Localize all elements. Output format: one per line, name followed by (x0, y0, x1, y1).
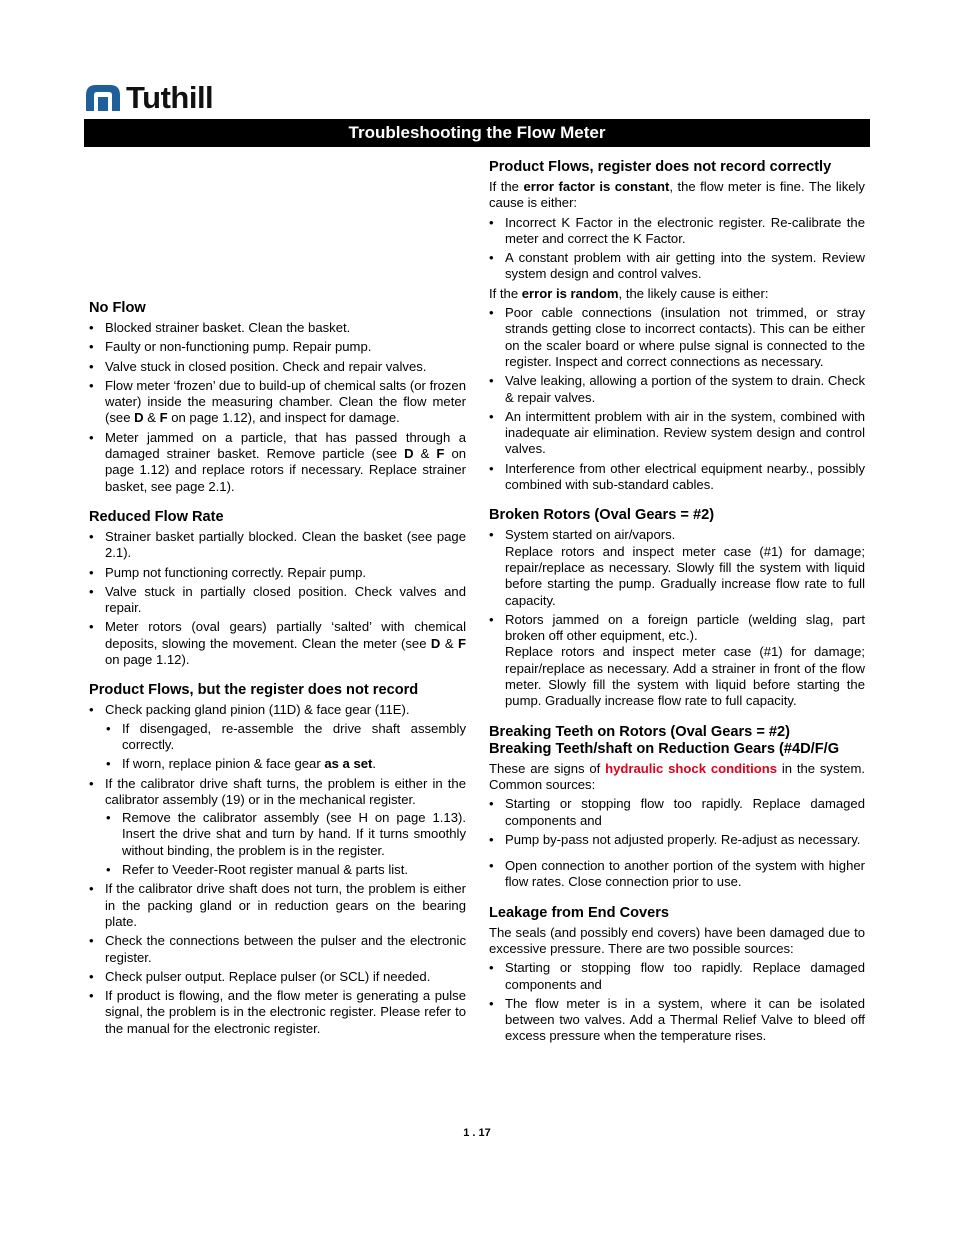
logo-text: Tuthill (126, 80, 214, 115)
right-column (489, 159, 865, 1059)
list-item: • Meter rotors (oval gears) partially ‘salted’ with chemical deposits, slowing the movement. Clean the meter (see D & F on page 1.12). (89, 619, 466, 668)
list-item: • Refer to Veeder-Root register manual & parts list. (106, 862, 466, 878)
bullet-list (489, 305, 865, 493)
list-item: • Meter jammed on a particle, that has passed through a damaged strainer basket. Remove particle (see D & F on page 1.12) and replace rotors if necessary. Replace strainer basket, see page 2.1). (89, 430, 466, 495)
bullet-list (489, 527, 865, 709)
section-heading: Broken Rotors (Oval Gears = #2) (489, 507, 715, 524)
section-reduced-flow (89, 509, 466, 668)
list-item: • Flow meter ‘frozen’ due to build-up of chemical salts (or frozen water) inside the measuring chamber. Clean the flow meter (see D & F on page 1.12), and inspect for damage. (89, 378, 466, 427)
section-register-incorrect (489, 159, 865, 493)
section-register-no-record (89, 682, 466, 1037)
list-item: • Pump by-pass not adjusted properly. Re-adjust as necessary. (489, 832, 865, 848)
section-leakage (489, 905, 865, 1045)
list-item: • If product is flowing, and the flow meter is generating a pulse signal, the problem is in the electronic register. Please refer to the manual for the electronic register. (89, 988, 466, 1037)
bullet-list (89, 702, 466, 1037)
tuthill-logo-icon (84, 81, 122, 115)
left-column (89, 300, 466, 1051)
section-heading: Breaking Teeth/shaft on Reduction Gears (#4D/F/G (489, 740, 840, 757)
list-item: • Check the connections between the pulser and the electronic register. (89, 933, 466, 966)
list-item: • Faulty or non-functioning pump. Repair pump. (89, 339, 466, 355)
section-heading: Product Flows, register does not record correctly (489, 159, 832, 175)
list-item: • Pump not functioning correctly. Repair pump. (89, 565, 466, 581)
bullet-list (489, 960, 865, 1044)
section-broken-rotors (489, 507, 865, 709)
list-item: • If disengaged, re-assemble the drive shaft assembly correctly. (106, 721, 466, 754)
list-item: • Rotors jammed on a foreign particle (welding slag, part broken off other equipment, etc.). Replace rotors and inspect meter case (#1) for damage; repair/replace as necessary. Add a strainer in front of the flow meter. Slowly fill the system with liquid before starting the pump. Gradually increase flow rate to full capacity. (489, 612, 865, 710)
section-no-flow (89, 300, 466, 495)
list-item: • A constant problem with air getting into the system. Review system design and control valves. (489, 250, 865, 283)
list-item: • An intermittent problem with air in the system, combined with inadequate air elimination. Review system design and control valves. (489, 409, 865, 458)
page-number: 1 . 17 (463, 1127, 491, 1139)
section-heading: Leakage from End Covers (489, 904, 670, 921)
list-item: • Starting or stopping flow too rapidly. Replace damaged components and (489, 960, 865, 993)
list-item: • System started on air/vapors. Replace rotors and inspect meter case (#1) for damage; repair/replace as necessary. Slowly fill the system with liquid before starting the pump. Gradually increase flow rate to full capacity. (489, 527, 865, 608)
section-heading: Product Flows, but the register does not record (89, 682, 419, 699)
list-item: • Check packing gland pinion (11D) & face gear (11E). • If disengaged, re-assemble the drive shaft assembly correctly. • If worn, replace pinion & face gear as a set. (89, 702, 466, 772)
section-breaking-teeth (489, 724, 865, 891)
list-item: • Open connection to another portion of the system with higher flow rates. Close connection prior to use. (489, 858, 865, 891)
tuthill-logo (84, 80, 213, 116)
list-item: • Valve stuck in closed position. Check and repair valves. (89, 359, 466, 375)
paragraph: The seals (and possibly end covers) have been damaged due to excessive pressure. There are two possible sources: (489, 924, 865, 956)
list-item: • Valve leaking, allowing a portion of the system to drain. Check & repair valves. (489, 373, 865, 406)
list-item: • Interference from other electrical equipment nearby., possibly combined with sub-standard cables. (489, 461, 865, 494)
list-item: • If worn, replace pinion & face gear as a set. (106, 756, 466, 772)
sub-list (105, 721, 466, 773)
list-item: • The flow meter is in a system, where it can be isolated between two valves. Add a Thermal Relief Valve to bleed off excess pressure when the temperature rises. (489, 996, 865, 1045)
list-item: • If the calibrator drive shaft turns, the problem is either in the calibrator assembly (19) or in the mechanical register. • Remove the calibrator assembly (see H on page 1.13). Insert the drive shat and turn by hand. If it turns smoothly without binding, the problem is in the register. • Refer to Veeder-Root register manual & parts list. (89, 776, 466, 879)
list-item: • Check pulser output. Replace pulser (or SCL) if needed. (89, 969, 466, 985)
list-item: • Poor cable connections (insulation not trimmed, or stray strands getting close to incorrect contacts). This can be either on the scaler board or where pulse signal is connected to the register. Inspect and correct connections as necessary. (489, 305, 865, 370)
bullet-list (489, 796, 865, 890)
list-item: • Valve stuck in partially closed position. Check valves and repair. (89, 584, 466, 617)
paragraph: These are signs of hydraulic shock conditions in the system. Common sources: (489, 760, 865, 792)
list-item: • Remove the calibrator assembly (see H on page 1.13). Insert the drive shat and turn by hand. If it turns smoothly without binding, the problem is in the register. (106, 810, 466, 859)
list-item: • Blocked strainer basket. Clean the basket. (89, 320, 466, 336)
list-item: • If the calibrator drive shaft does not turn, the problem is either in the packing gland or in reduction gears on the bearing plate. (89, 881, 466, 930)
paragraph: If the error is random, the likely cause is either: (489, 285, 769, 301)
bullet-list (489, 215, 865, 283)
list-item: • Incorrect K Factor in the electronic register. Re-calibrate the meter and correct the K Factor. (489, 215, 865, 248)
bullet-list (89, 320, 466, 495)
sub-list (105, 810, 466, 878)
list-item: • Strainer basket partially blocked. Clean the basket (see page 2.1). (89, 529, 466, 562)
paragraph: If the error factor is constant, the flow meter is fine. The likely cause is either: (489, 179, 865, 211)
section-heading: Breaking Teeth on Rotors (Oval Gears = #2) (489, 723, 791, 740)
list-item: • Starting or stopping flow too rapidly. Replace damaged components and (489, 796, 865, 829)
section-heading: Reduced Flow Rate (89, 508, 224, 525)
hydraulic-shock-highlight: hydraulic shock conditions (605, 760, 778, 776)
bullet-list (89, 529, 466, 668)
page-title: Troubleshooting the Flow Meter (84, 119, 870, 147)
section-heading: No Flow (89, 300, 146, 316)
